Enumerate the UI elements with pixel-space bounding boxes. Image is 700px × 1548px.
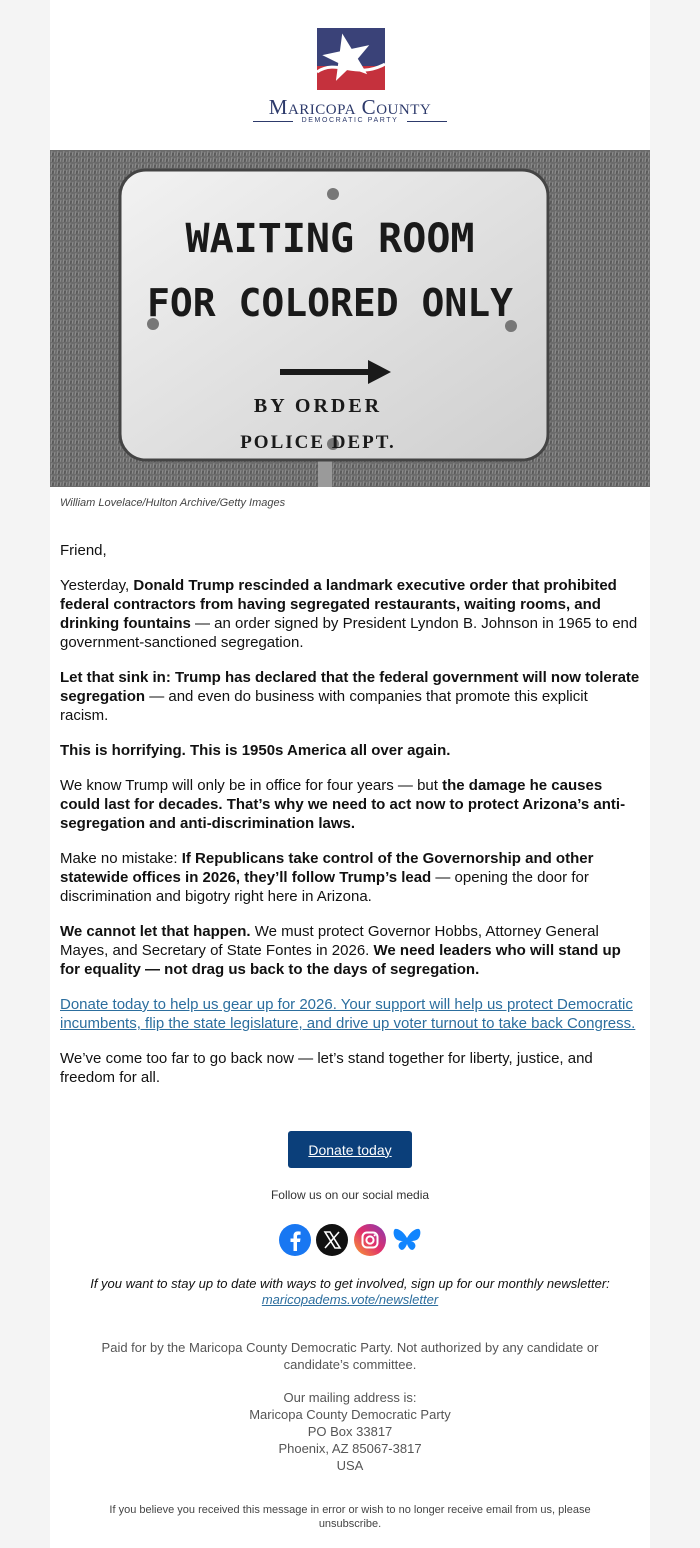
paid-for-disclaimer: Paid for by the Maricopa County Democratic Party. Not authorized by any candidate or candidate’s committee.	[101, 1340, 599, 1372]
sign-line-3: BY ORDER	[253, 395, 383, 417]
follow-text: Follow us on our social media	[270, 1188, 430, 1202]
paragraph-2: Let that sink in: Trump has declared that the federal government will now tolerate segregation — and even do business with companies that promote this explicit racism.	[60, 669, 640, 724]
party-logo[interactable]	[50, 28, 650, 128]
logo-name: Maricopa County	[268, 95, 432, 119]
paragraph-1: Yesterday, Donald Trump rescinded a landmark executive order that prohibited federal contractors from having segregated restaurants, waiting rooms, and drinking fountains — an order signed by President Lyndon B. Johnson in 1965 to end government-sanctioned segregation.	[60, 577, 638, 651]
star-logo-icon	[317, 28, 385, 90]
greeting: Friend,	[60, 542, 107, 559]
donate-link[interactable]: Donate today to help us gear up for 2026. Your support will help us protect Democratic incumbents, flip the state legislature, and drive up voter turnout to take back Congress.	[60, 996, 636, 1032]
address-line-3: Phoenix, AZ 85067-3817	[278, 1441, 422, 1456]
paragraph-8: We’ve come too far to go back now — let’s stand together for liberty, justice, and freedom for all.	[60, 1050, 593, 1086]
mailing-address	[50, 1389, 650, 1474]
sign-line-1: WAITING ROOM	[185, 216, 475, 262]
sign-line-2: FOR COLORED ONLY	[146, 281, 514, 325]
address-line-2: PO Box 33817	[307, 1424, 393, 1439]
mailing-label: Our mailing address is:	[283, 1390, 417, 1405]
address-line-4: USA	[336, 1458, 364, 1473]
logo-subtitle: DEMOCRATIC PARTY	[301, 117, 399, 124]
logo-rule-right	[407, 121, 447, 122]
newsletter-note: If you want to stay up to date with ways to get involved, sign up for our monthly newsletter: maricopadems.vote/newsletter	[90, 1276, 610, 1307]
email-body	[60, 541, 640, 1103]
paragraph-3: This is horrifying. This is 1950s America all over again.	[60, 742, 451, 759]
email-sheet	[50, 0, 650, 1548]
paragraph-6: We cannot let that happen. We must protect Governor Hobbs, Attorney General Mayes, and Secretary of State Fontes in 2026. We need leaders who will stand up for equality — not drag us back to the days of segregation.	[60, 923, 621, 978]
paragraph-4: We know Trump will only be in office for four years — but the damage he causes could last for decades. That’s why we need to act now to protect Arizona’s anti-segregation and anti-discrimination laws.	[60, 777, 626, 832]
paragraph-5: Make no mistake: If Republicans take control of the Governorship and other statewide offices in 2026, they’ll follow Trump’s lead — opening the door for discrimination and bigotry right here in Arizona.	[60, 850, 594, 905]
paragraph-7	[60, 995, 640, 1033]
hero-photo	[50, 150, 650, 487]
instagram-icon[interactable]	[353, 1223, 387, 1257]
unsubscribe-note[interactable]: If you believe you received this message in error or wish to no longer receive email from us, please unsubscribe.	[109, 1504, 591, 1530]
address-line-1: Maricopa County Democratic Party	[249, 1407, 451, 1422]
x-icon[interactable]	[315, 1223, 349, 1257]
bluesky-icon[interactable]	[390, 1223, 424, 1257]
facebook-icon[interactable]	[278, 1223, 312, 1257]
photo-caption: William Lovelace/Hulton Archive/Getty Images	[60, 497, 286, 509]
sign-line-4: POLICE DEPT.	[240, 432, 396, 453]
social-links	[278, 1223, 424, 1257]
newsletter-link[interactable]: maricopadems.vote/newsletter	[261, 1292, 439, 1307]
donate-button[interactable]: Donate today	[288, 1131, 412, 1168]
